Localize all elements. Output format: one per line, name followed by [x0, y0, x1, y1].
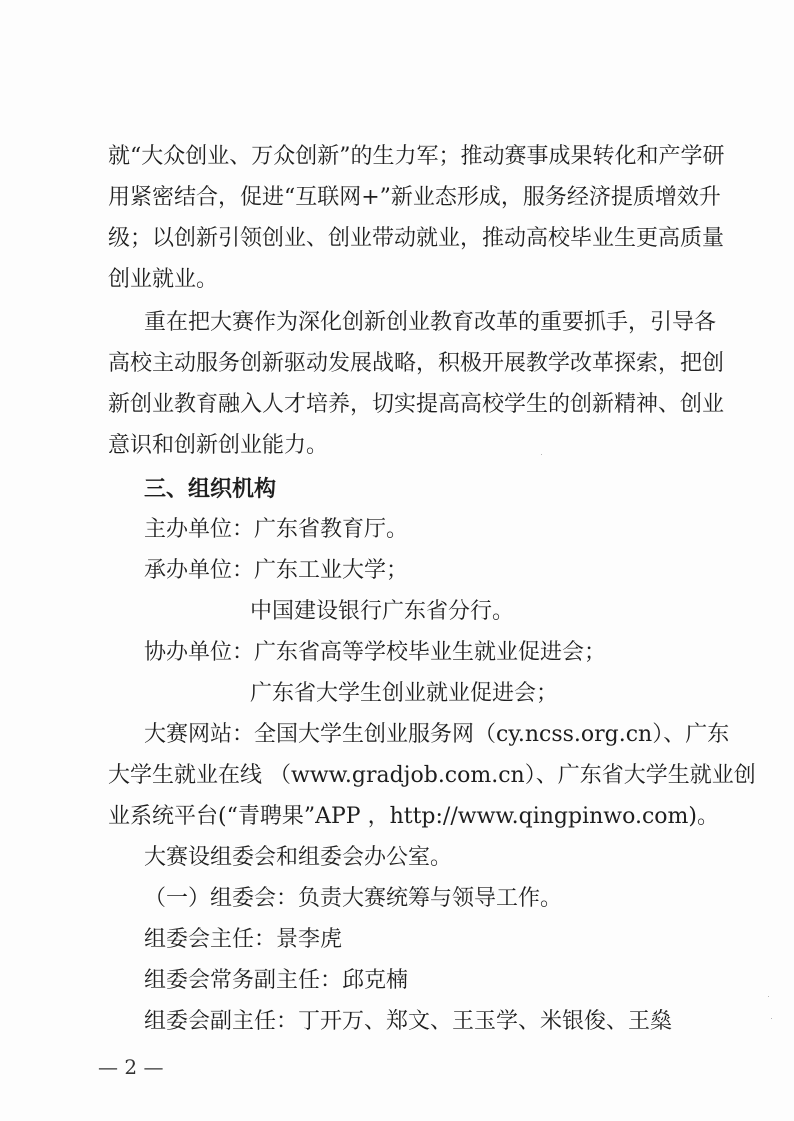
co-organizer-line-2: 广东省大学生创业就业促进会；	[250, 681, 559, 706]
committee-executive-deputy: 组委会常务副主任：邱克楠	[144, 968, 409, 993]
paragraph-2-line-3: 新创业教育融入人才培养，切实提高高校学生的创新精神、创业	[108, 392, 725, 417]
paragraph-1-line-3: 级；以创新引领创业、创业带动就业，推动高校毕业生更高质量	[108, 226, 725, 251]
website-line-1: 大赛网站：全国大学生创业服务网（cy.ncss.org.cn）、广东	[144, 722, 730, 747]
committee-director: 组委会主任：景李虎	[144, 927, 343, 952]
undertaker-line-2: 中国建设银行广东省分行。	[250, 599, 515, 624]
paragraph-1-line-2: 用紧密结合，促进“互联网+”新业态形成，服务经济提质增效升	[108, 185, 721, 210]
paragraph-2-line-1: 重在把大赛作为深化创新创业教育改革的重要抓手，引导各	[144, 310, 717, 335]
committee-deputy: 组委会副主任：丁开万、郑文、王玉学、米银俊、王燊	[144, 1009, 673, 1034]
committee-item: （一）组委会：负责大赛统筹与领导工作。	[144, 886, 563, 911]
undertaker-line-1: 承办单位：广东工业大学；	[144, 558, 409, 583]
co-organizer-line-1: 协办单位：广东省高等学校毕业生就业促进会；	[144, 640, 607, 665]
committee-intro: 大赛设组委会和组委会办公室。	[144, 845, 453, 870]
paragraph-1-line-4: 创业就业。	[108, 267, 219, 292]
paragraph-2-line-2: 高校主动服务创新驱动发展战略，积极开展教学改革探索，把创	[108, 351, 725, 376]
section-heading: 三、组织机构	[144, 476, 277, 502]
website-line-2: 大学生就业在线 （www.gradjob.com.cn）、广东省大学生就业创	[108, 763, 756, 788]
page-number: — 2 —	[98, 1055, 164, 1079]
website-line-3: 业系统平台(“青聘果”APP ，http://www.qingpinwo.com)。	[108, 804, 719, 829]
scan-speck	[541, 454, 542, 455]
scan-speck	[768, 996, 769, 997]
scan-speck	[771, 1018, 772, 1019]
paragraph-1-line-1: 就“大众创业、万众创新”的生力军；推动赛事成果转化和产学研	[108, 144, 725, 169]
organizer-line: 主办单位：广东省教育厅。	[144, 517, 409, 542]
paragraph-2-line-4: 意识和创新创业能力。	[108, 433, 329, 458]
